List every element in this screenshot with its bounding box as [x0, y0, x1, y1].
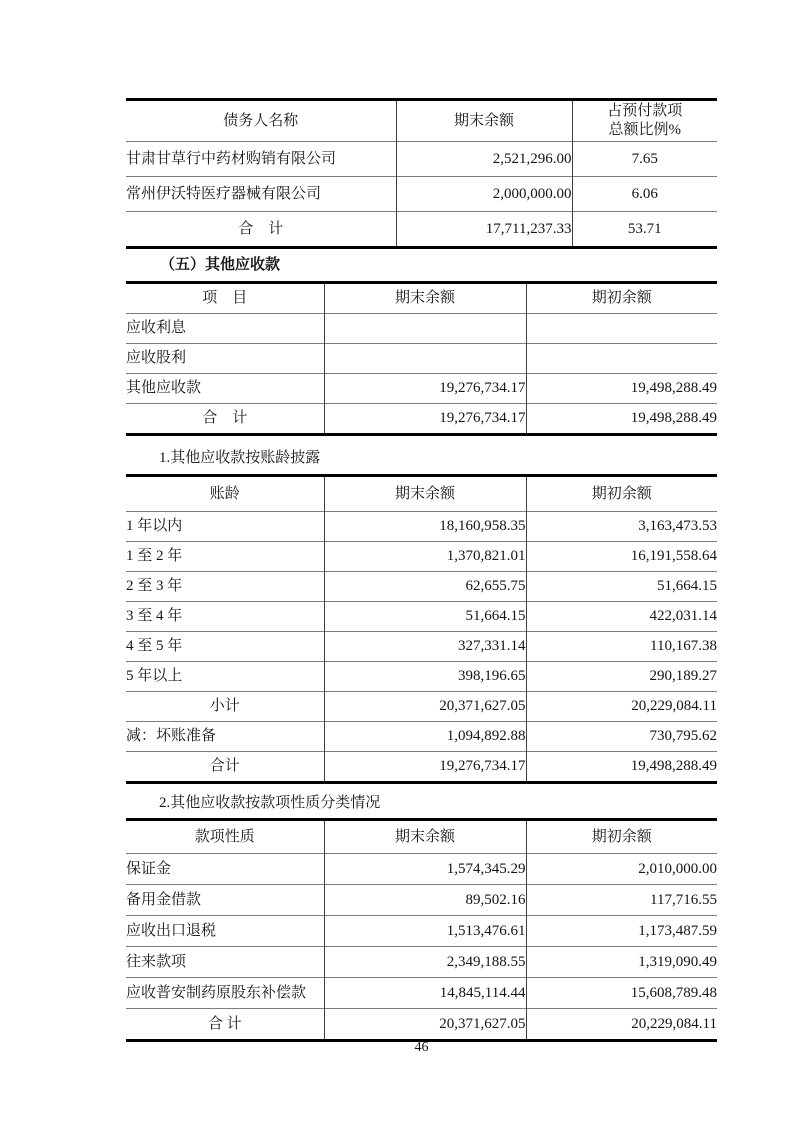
header-ending-balance: 期末余额	[324, 820, 526, 854]
cell-aging: 5 年以上	[126, 662, 324, 692]
header-ending-balance: 期末余额	[324, 283, 526, 314]
cell-opening-balance: 15,608,789.48	[526, 978, 717, 1009]
cell-opening-balance: 3,163,473.53	[526, 512, 717, 542]
cell-nature: 保证金	[126, 854, 324, 885]
header-aging: 账龄	[209, 485, 240, 502]
table-row	[126, 722, 717, 752]
table-row	[126, 947, 717, 978]
cell-opening-balance: 2,010,000.00	[526, 854, 717, 885]
other-receivables-summary-table	[126, 281, 717, 436]
cell-nature: 应收出口退税	[126, 916, 324, 947]
cell-ending-balance: 1,574,345.29	[324, 854, 526, 885]
cell-ending-balance: 2,521,296.00	[396, 142, 572, 177]
cell-ending-balance: 19,276,734.17	[324, 404, 526, 435]
header-opening-balance: 期初余额	[526, 476, 717, 512]
cell-ending-balance: 19,276,734.17	[324, 374, 526, 404]
cell-nature: 往来款项	[126, 947, 324, 978]
cell-bad-debt-provision: 减：坏账准备	[126, 722, 324, 752]
table-row	[126, 602, 717, 632]
subsection-title-nature: 2.其他应收款按款项性质分类情况	[159, 795, 381, 811]
cell-opening-balance: 1,319,090.49	[526, 947, 717, 978]
table-row	[126, 344, 717, 374]
cell-ending-balance: 20,371,627.05	[324, 692, 526, 722]
header-ending-balance: 期末余额	[396, 100, 572, 142]
table-header-row	[126, 476, 717, 512]
cell-nature: 备用金借款	[126, 885, 324, 916]
cell-aging: 3 至 4 年	[126, 602, 324, 632]
header-opening-balance: 期初余额	[526, 820, 717, 854]
cell-opening-balance: 19,498,288.49	[526, 752, 717, 783]
cell-ending-balance	[324, 344, 526, 374]
cell-ending-balance: 2,000,000.00	[396, 177, 572, 212]
table-subtotal-row	[126, 692, 717, 722]
table-row	[126, 314, 717, 344]
cell-opening-balance: 117,716.55	[526, 885, 717, 916]
cell-opening-balance: 19,498,288.49	[526, 404, 717, 435]
table-row	[126, 374, 717, 404]
aging-analysis-table	[126, 474, 717, 784]
header-ending-balance: 期末余额	[324, 476, 526, 512]
cell-ending-balance: 19,276,734.17	[324, 752, 526, 783]
cell-total-label: 合计	[126, 752, 324, 783]
cell-opening-balance: 19,498,288.49	[526, 374, 717, 404]
cell-opening-balance: 110,167.38	[526, 632, 717, 662]
cell-opening-balance: 290,189.27	[526, 662, 717, 692]
header-item: 项 目	[202, 290, 248, 306]
table-row	[126, 978, 717, 1009]
table-total-row	[126, 752, 717, 783]
cell-ending-balance: 51,664.15	[324, 602, 526, 632]
cell-opening-balance: 730,795.62	[526, 722, 717, 752]
cell-aging: 1 至 2 年	[126, 542, 324, 572]
subsection-title-aging: 1.其他应收款按账龄披露	[159, 450, 321, 466]
cell-debtor-name: 甘肃甘草行中药材购销有限公司	[126, 142, 396, 177]
table-header-row	[126, 100, 717, 142]
header-prepayment-ratio	[572, 100, 717, 142]
table-total-row	[126, 1009, 717, 1041]
cell-opening-balance: 16,191,558.64	[526, 542, 717, 572]
cell-item: 其他应收款	[126, 374, 324, 404]
cell-item: 应收利息	[126, 314, 324, 344]
cell-aging: 2 至 3 年	[126, 572, 324, 602]
header-prepayment-ratio-line2: 总额比例%	[608, 122, 681, 138]
cell-debtor-name: 常州伊沃特医疗器械有限公司	[126, 177, 396, 212]
cell-ending-balance: 2,349,188.55	[324, 947, 526, 978]
cell-ending-balance: 1,094,892.88	[324, 722, 526, 752]
cell-opening-balance: 51,664.15	[526, 572, 717, 602]
table-row	[126, 512, 717, 542]
cell-ending-balance: 89,502.16	[324, 885, 526, 916]
cell-opening-balance: 422,031.14	[526, 602, 717, 632]
cell-opening-balance	[526, 314, 717, 344]
cell-ending-balance: 20,371,627.05	[324, 1009, 526, 1041]
table-row	[126, 885, 717, 916]
cell-ratio: 53.71	[572, 212, 717, 248]
cell-ending-balance: 398,196.65	[324, 662, 526, 692]
cell-ending-balance: 14,845,114.44	[324, 978, 526, 1009]
header-debtor-name: 债务人名称	[223, 112, 299, 129]
cell-ratio: 7.65	[572, 142, 717, 177]
cell-opening-balance	[526, 344, 717, 374]
table-total-row	[126, 212, 717, 248]
cell-aging: 1 年以内	[126, 512, 324, 542]
cell-opening-balance: 20,229,084.11	[526, 1009, 717, 1041]
cell-total-label: 合 计	[126, 1009, 324, 1041]
table-row	[126, 542, 717, 572]
table-row	[126, 177, 717, 212]
table-row	[126, 854, 717, 885]
page-content	[126, 98, 717, 1042]
cell-total-label: 合 计	[126, 404, 324, 435]
prepayment-debtors-table	[126, 98, 717, 249]
cell-subtotal-label: 小计	[126, 692, 324, 722]
table-row	[126, 572, 717, 602]
table-row	[126, 142, 717, 177]
cell-total-label: 合 计	[126, 212, 396, 248]
header-nature: 款项性质	[194, 828, 255, 845]
table-header-row	[126, 820, 717, 854]
cell-aging: 4 至 5 年	[126, 632, 324, 662]
cell-ending-balance: 17,711,237.33	[396, 212, 572, 248]
table-row	[126, 632, 717, 662]
cell-ending-balance: 327,331.14	[324, 632, 526, 662]
table-row	[126, 916, 717, 947]
table-row	[126, 662, 717, 692]
cell-ending-balance	[324, 314, 526, 344]
section-title: （五）其他应收款	[160, 257, 281, 273]
header-opening-balance: 期初余额	[526, 283, 717, 314]
page-number: 46	[414, 1040, 429, 1055]
cell-ending-balance: 1,370,821.01	[324, 542, 526, 572]
cell-item: 应收股利	[126, 344, 324, 374]
cell-ending-balance: 62,655.75	[324, 572, 526, 602]
nature-classification-table	[126, 818, 717, 1042]
cell-nature: 应收普安制药原股东补偿款	[126, 978, 324, 1009]
cell-ending-balance: 18,160,958.35	[324, 512, 526, 542]
cell-ratio: 6.06	[572, 177, 717, 212]
table-header-row	[126, 283, 717, 314]
header-prepayment-ratio-line1: 占预付款项	[607, 103, 683, 119]
cell-opening-balance: 1,173,487.59	[526, 916, 717, 947]
cell-ending-balance: 1,513,476.61	[324, 916, 526, 947]
cell-opening-balance: 20,229,084.11	[526, 692, 717, 722]
table-total-row	[126, 404, 717, 435]
